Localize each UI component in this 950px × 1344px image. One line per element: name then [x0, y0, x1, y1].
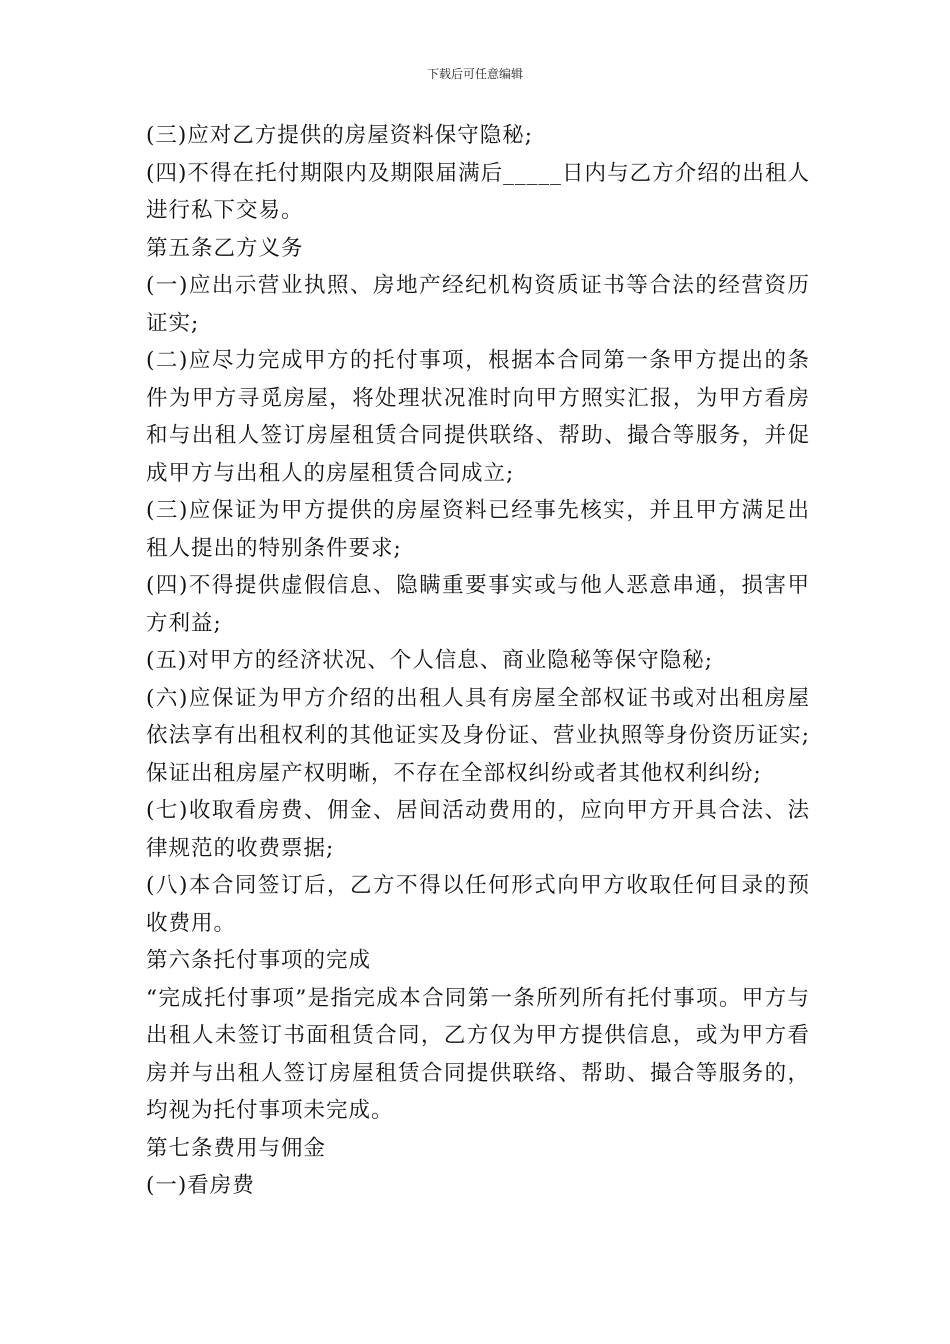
- section-heading: 第五条乙方义务: [146, 235, 304, 261]
- clause-item: (四)不得在托付期限内及期限届满后_____日内与乙方介绍的出租人进行私下交易。: [146, 160, 810, 223]
- clause-item: (六)应保证为甲方介绍的出租人具有房屋全部权证书或对出租房屋依法享有出租权利的其他证实及身份证、营业执照等身份资历证实;保证出租房屋产权明晰，不存在全部权纠纷或者其他权利纠纷;: [146, 685, 810, 786]
- clause-item: (一)应出示营业执照、房地产经纪机构资质证书等合法的经营资历证实;: [146, 273, 810, 336]
- clause-item: (二)应尽力完成甲方的托付事项，根据本合同第一条甲方提出的条件为甲方寻觅房屋，将处理状况准时向甲方照实汇报，为甲方看房和与出租人签订房屋租赁合同提供联络、帮助、撮合等服务，并促成甲方与出租人的房屋租赁合同成立;: [146, 348, 810, 486]
- page-header: 下载后可任意编辑: [426, 67, 523, 81]
- clause-item: (七)收取看房费、佣金、居间活动费用的，应向甲方开具合法、法律规范的收费票据;: [146, 798, 810, 861]
- section-heading: 第六条托付事项的完成: [146, 948, 372, 973]
- clause-item: (四)不得提供虚假信息、隐瞒重要事实或与他人恶意串通，损害甲方利益;: [146, 573, 810, 636]
- definition-paragraph: “完成托付事项”是指完成本合同第一条所列所有托付事项。甲方与出租人未签订书面租赁合同，乙方仅为甲方提供信息，或为甲方看房并与出租人签订房屋租赁合同提供联络、帮助、撮合等服务的，均视为托付事项未完成。: [146, 985, 810, 1123]
- clause-item: (三)应对乙方提供的房屋资料保守隐秘;: [146, 123, 534, 148]
- document-body: [146, 117, 810, 1205]
- clause-item: (八)本合同签订后，乙方不得以任何形式向甲方收取任何目录的预收费用。: [146, 873, 810, 936]
- clause-item: (三)应保证为甲方提供的房屋资料已经事先核实，并且甲方满足出租人提出的特别条件要求;: [146, 498, 810, 561]
- section-heading: 第七条费用与佣金: [146, 1135, 327, 1161]
- clause-item: (一)看房费: [146, 1173, 255, 1198]
- clause-item: (五)对甲方的经济状况、个人信息、商业隐秘等保守隐秘;: [146, 648, 714, 673]
